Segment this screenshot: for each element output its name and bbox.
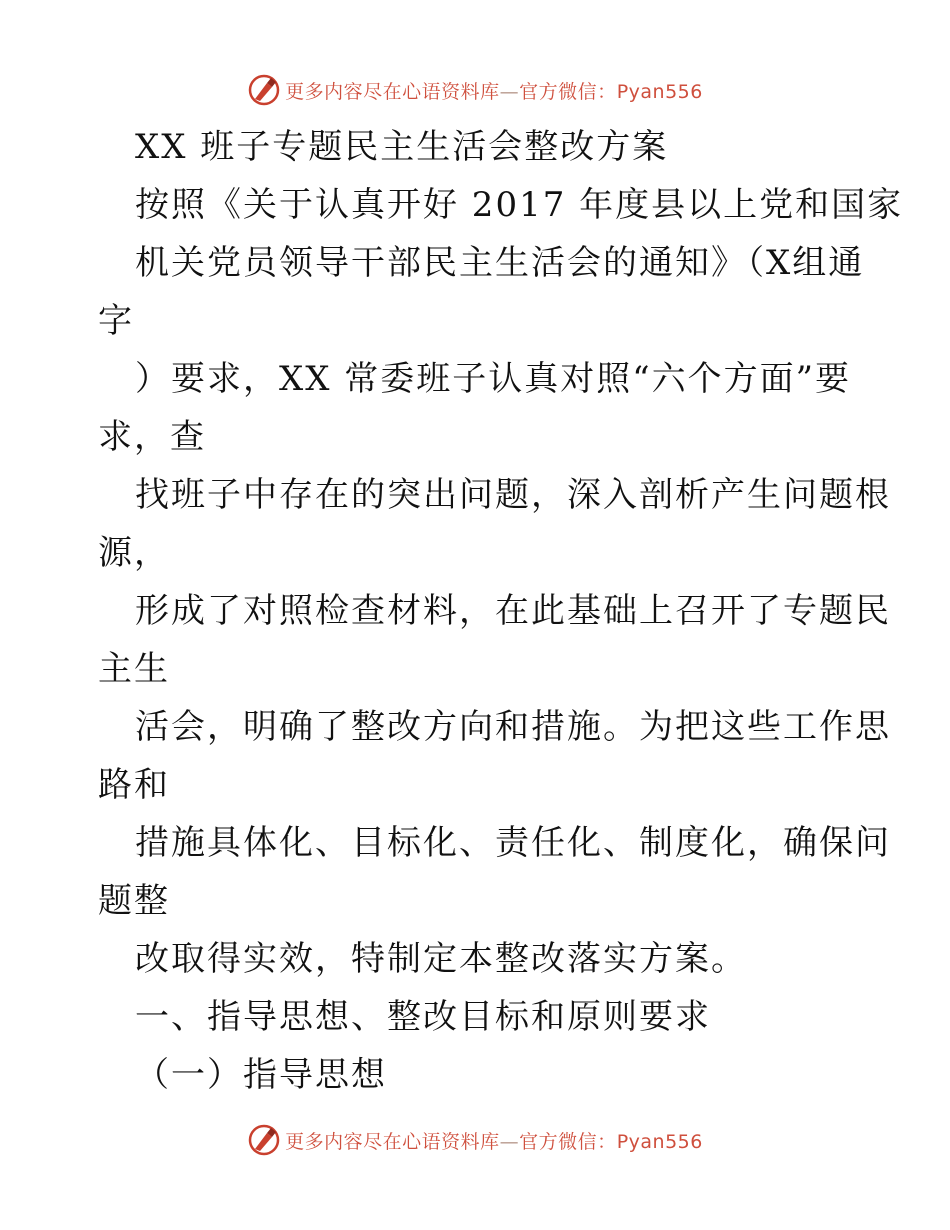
- paragraph-line: 改取得实效，特制定本整改落实方案。: [135, 939, 747, 979]
- paragraph-line: 找班子中存在的突出问题，深入剖析产生问题根: [135, 475, 891, 515]
- paragraph-line: 形成了对照检查材料，在此基础上召开了专题民: [135, 591, 891, 631]
- footer-watermark: [0, 1120, 950, 1160]
- watermark-text: 更多内容尽在心语资料库—官方微信：Pyan556: [285, 1130, 703, 1153]
- paragraph-line: 措施具体化、目标化、责任化、制度化，确保问: [135, 823, 891, 863]
- subsection-heading: （一）指导思想: [135, 1055, 387, 1095]
- section-heading: 一、指导思想、整改目标和原则要求: [135, 997, 711, 1037]
- paragraph-line: 题整: [98, 881, 170, 921]
- document-title: XX 班子专题民主生活会整改方案: [135, 127, 669, 167]
- paragraph-line: 主生: [98, 649, 170, 689]
- paragraph-line: 求，查: [98, 417, 206, 457]
- paragraph-line: 源，: [98, 533, 170, 573]
- paragraph-line: 机关党员领导干部民主生活会的通知》（X组通: [135, 243, 865, 283]
- paragraph-line: ）要求，XX 常委班子认真对照“六个方面”要: [135, 359, 851, 399]
- paragraph-line: 活会，明确了整改方向和措施。为把这些工作思: [135, 707, 891, 747]
- paragraph-line: 路和: [98, 765, 170, 805]
- paragraph-line: 字: [98, 301, 134, 341]
- header-watermark: [0, 70, 950, 110]
- watermark-text: 更多内容尽在心语资料库—官方微信：Pyan556: [285, 80, 703, 103]
- pen-logo-icon: [247, 1123, 281, 1157]
- pen-logo-icon: [247, 73, 281, 107]
- paragraph-line: 按照《关于认真开好 2017 年度县以上党和国家: [135, 185, 904, 225]
